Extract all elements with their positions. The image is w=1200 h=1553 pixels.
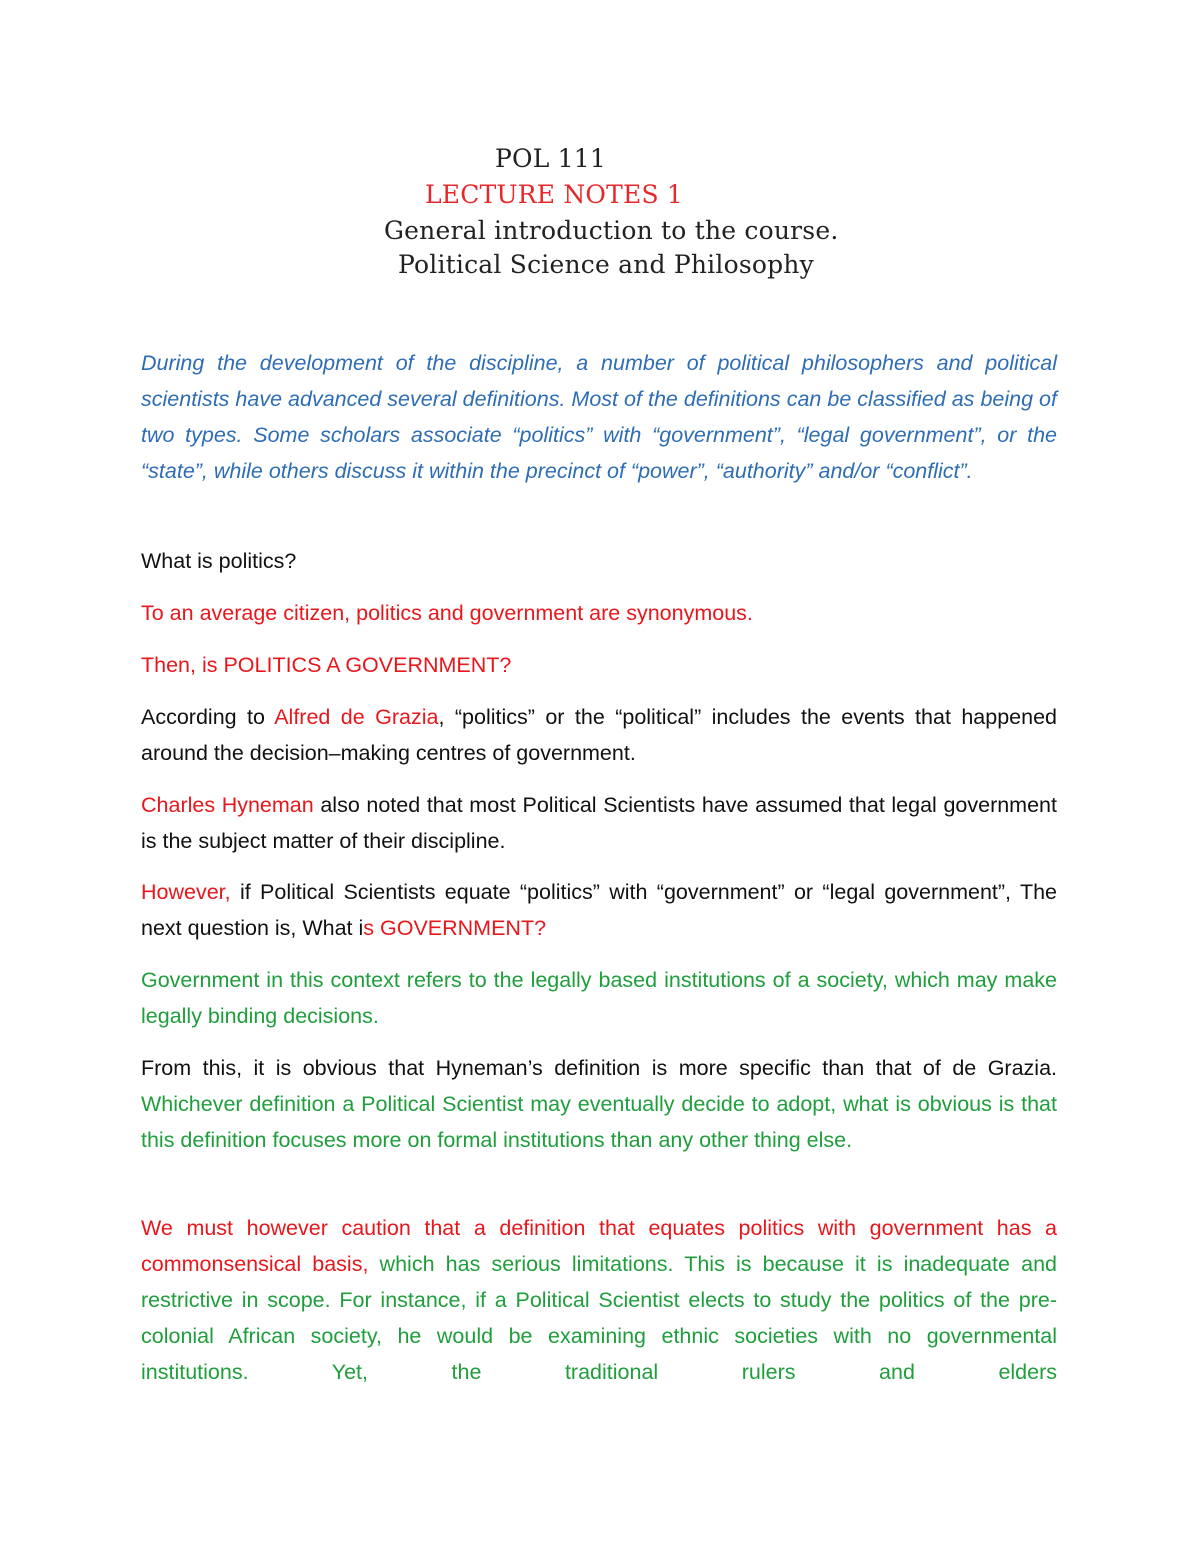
what-is-politics-heading: What is politics?: [141, 549, 297, 573]
from-this-green: Whichever definition a Political Scientist may eventually decide to adopt, what is obvious is that this definition focuses more on formal institutions than any other thing else.: [141, 1092, 1057, 1152]
however-middle: if Political Scientists equate “politics” with “government” or “legal government”, The next question is, What i: [141, 880, 1057, 940]
government-definition-paragraph: Government in this context refers to the legally based institutions of a society, which may make legally binding decisions.: [141, 968, 1057, 1028]
grazia-suffix: , “politics” or the “political” includes the events that happened around the decision–making centres of government.: [141, 705, 1058, 765]
subtitle-general-introduction: General introduction to the course.: [384, 216, 839, 245]
hyneman-name: Charles Hyneman: [141, 793, 314, 817]
grazia-name: Alfred de Grazia: [274, 705, 439, 729]
course-code: POL 111: [495, 144, 606, 173]
grazia-prefix: According to: [141, 705, 275, 729]
politics-government-question: Then, is POLITICS A GOVERNMENT?: [141, 653, 512, 677]
however-paragraph: [141, 874, 1057, 946]
hyneman-paragraph: [141, 787, 1057, 859]
intro-paragraph: During the development of the discipline, a number of political philosophers and political scientists have advanced several definitions. Most of the definitions can be classified as being of two types. Some scholars associate “politics” with “government”, “legal government”, or the “state”, while others discuss it within the precinct of “power”, “authority” and/or “conflict”.: [141, 351, 1057, 483]
however-lead: However,: [141, 880, 231, 904]
from-this-paragraph: [141, 1050, 1057, 1158]
caution-green: which has serious limitations. This is because it is inadequate and restrictive in scope. For instance, if a Political Scientist elects to study the politics of the pre-colonial African society, he would be examining ethnic societies with no governmental institutions. Yet, the traditional rulers and elders: [141, 1252, 1057, 1384]
hyneman-suffix: also noted that most Political Scientists have assumed that legal government is the subject matter of their discipline.: [141, 793, 1057, 853]
caution-paragraph: [141, 1210, 1057, 1390]
however-tail: s GOVERNMENT?: [363, 916, 547, 940]
caution-red: We must however caution that a definition that equates politics with government has a commonsensical basis,: [141, 1216, 1057, 1276]
subtitle-political-science: Political Science and Philosophy: [398, 250, 814, 279]
lecture-title: LECTURE NOTES 1: [425, 180, 684, 209]
average-citizen-statement: To an average citizen, politics and government are synonymous.: [141, 601, 753, 625]
grazia-paragraph: [141, 699, 1057, 771]
from-this-black: From this, it is obvious that Hyneman’s definition is more specific than that of de Grazia.: [141, 1056, 1057, 1080]
